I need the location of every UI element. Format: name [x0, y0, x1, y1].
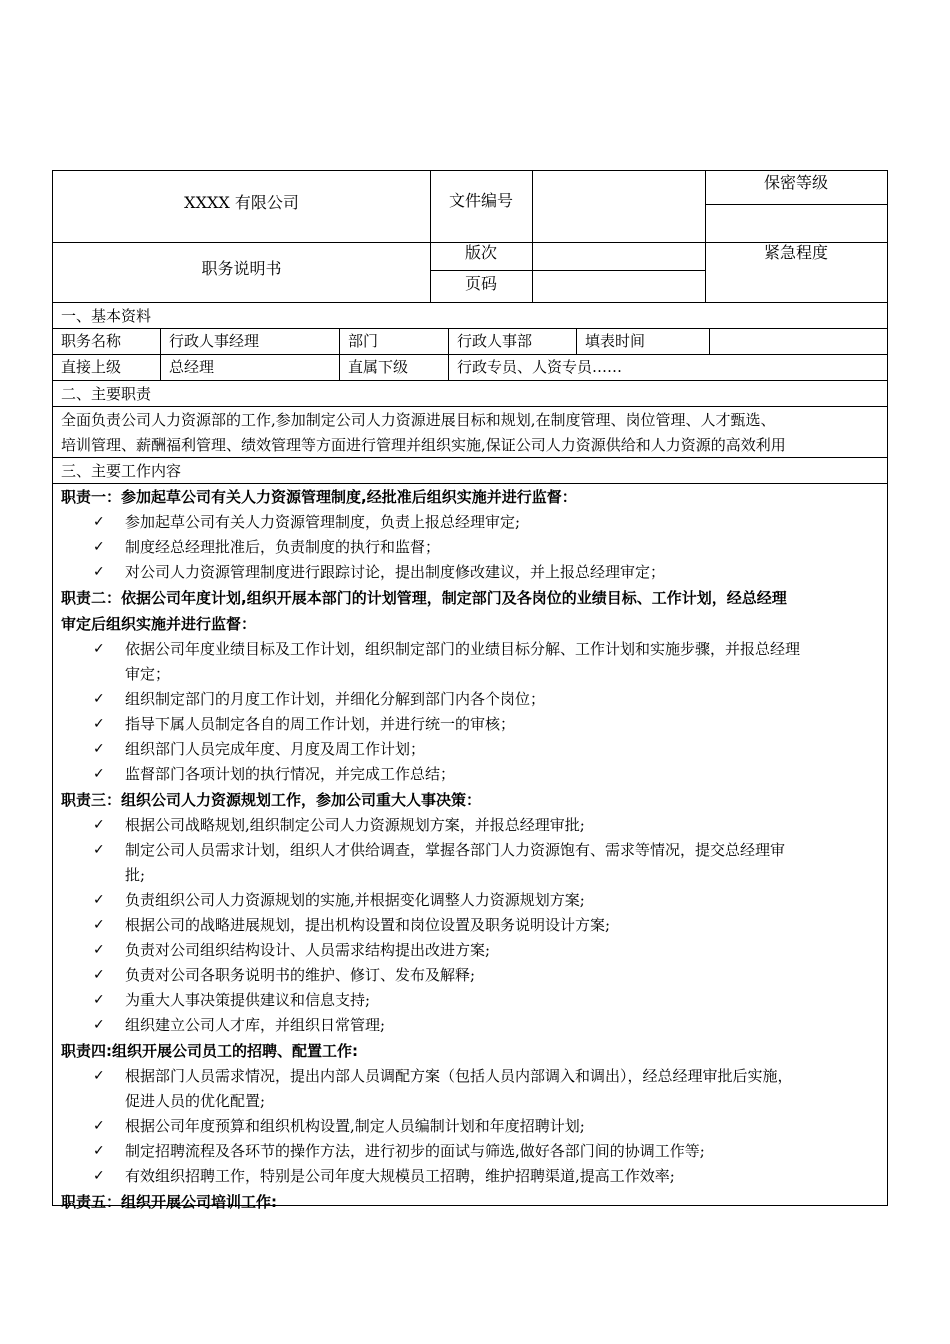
duty-item — [53, 510, 887, 535]
duty-item-text: 监督部门各项计划的执行情况，并完成工作总结； — [125, 765, 456, 783]
basic-info-row — [53, 355, 887, 381]
duty-item-text: 为重大人事决策提供建议和信息支持; — [125, 991, 371, 1009]
duty-item-text: 指导下属人员制定各自的周工作计划，并进行统一的审核； — [125, 715, 516, 733]
duty-heading: 审定后组织实施并进行监督： — [61, 615, 257, 633]
duty-item — [53, 535, 887, 560]
check-icon: ✓ — [93, 514, 105, 530]
divider — [705, 204, 887, 205]
duty-item-text: 负责组织公司人力资源规划的实施,并根据变化调整人力资源规划方案; — [125, 891, 585, 909]
duty-item-text: 根据部门人员需求情况，提出内部人员调配方案（包括人员内部调入和调出），经总经理审批后实施， — [125, 1067, 793, 1085]
section-title: 二、主要职责 — [61, 385, 152, 403]
department-label: 部门 — [340, 329, 449, 354]
divider — [532, 171, 533, 302]
duty-item — [53, 888, 887, 913]
document-header-table — [52, 170, 888, 303]
check-icon: ✓ — [93, 1017, 105, 1033]
section-main-duty — [53, 381, 887, 407]
divider — [430, 270, 705, 271]
duty-item-text: 制度经总经理批准后，负责制度的执行和监督； — [125, 538, 441, 556]
duty-item — [53, 1064, 887, 1114]
section-basic-info — [53, 303, 887, 329]
duty-item-text: 依据公司年度业绩目标及工作计划，组织制定部门的业绩目标分解、工作计划和实施步骤，并报总经理 — [125, 640, 801, 658]
duty-heading: 职责二：依据公司年度计划,组织开展本部门的计划管理，制定部门及各岗位的业绩目标、工作计划，经总经理 — [61, 589, 787, 607]
duty-item-text: 组织建立公司人才库，并组织日常管理; — [125, 1016, 386, 1034]
basic-info-row — [53, 329, 887, 355]
job-title-label: 职务名称 — [53, 329, 161, 354]
check-icon: ✓ — [93, 1068, 105, 1084]
section-title: 一、基本资料 — [61, 307, 152, 325]
duty-item-text: 组织部门人员完成年度、月度及周工作计划； — [125, 740, 426, 758]
duty-item — [53, 712, 887, 737]
page-number-label: 页码 — [464, 274, 497, 293]
version-label: 版次 — [464, 243, 497, 262]
job-title-value: 行政人事经理 — [161, 329, 340, 354]
check-icon: ✓ — [93, 641, 105, 657]
check-icon: ✓ — [93, 691, 105, 707]
duty-item — [53, 737, 887, 762]
check-icon: ✓ — [93, 842, 105, 858]
check-icon: ✓ — [93, 539, 105, 555]
check-icon: ✓ — [93, 1143, 105, 1159]
duty-item-text: 参加起草公司有关人力资源管理制度，负责上报总经理审定; — [125, 513, 521, 531]
check-icon: ✓ — [93, 817, 105, 833]
section-title: 三、主要工作内容 — [61, 462, 182, 480]
check-icon: ✓ — [93, 992, 105, 1008]
duty-heading: 职责一：参加起草公司有关人力资源管理制度,经批准后组织实施并进行监督： — [61, 488, 577, 506]
duty-heading: 职责三：组织公司人力资源规划工作，参加公司重大人事决策： — [61, 791, 482, 809]
duty-item-text: 根据公司战略规划,组织制定公司人力资源规划方案，并报总经理审批; — [125, 816, 585, 834]
duty-item-text: 审定； — [125, 665, 171, 683]
duty-item-text: 促进人员的优化配置; — [125, 1092, 266, 1110]
file-number-label: 文件编号 — [448, 191, 513, 210]
duty-item — [53, 913, 887, 938]
work-content-list — [53, 484, 887, 1215]
duty-heading: 职责五：组织开展公司培训工作: — [61, 1193, 278, 1211]
main-duty-text — [53, 407, 887, 458]
check-icon: ✓ — [93, 564, 105, 580]
duty-item-text: 批; — [125, 866, 146, 884]
company-name: XXXX 有限公司 — [184, 193, 299, 212]
check-icon: ✓ — [93, 1118, 105, 1134]
duty-item-text: 负责对公司组织结构设计、人员需求结构提出改进方案; — [125, 941, 491, 959]
supervisor-value: 总经理 — [161, 355, 340, 380]
subordinates-value: 行政专员、人资专员…… — [457, 358, 623, 376]
check-icon: ✓ — [93, 917, 105, 933]
duty-item-text: 对公司人力资源管理制度进行跟踪讨论，提出制度修改建议，并上报总经理审定； — [125, 563, 666, 581]
subordinates-label: 直属下级 — [340, 355, 449, 380]
fill-date-value — [710, 329, 887, 354]
duty-item — [53, 637, 887, 687]
check-icon: ✓ — [93, 716, 105, 732]
duty-item-text: 组织制定部门的月度工作计划，并细化分解到部门内各个岗位； — [125, 690, 546, 708]
urgency-level-label: 紧急程度 — [763, 243, 828, 262]
duty-item — [53, 988, 887, 1013]
duty-item-text: 负责对公司各职务说明书的维护、修订、发布及解释; — [125, 966, 476, 984]
check-icon: ✓ — [93, 766, 105, 782]
duty-item-text: 有效组织招聘工作，特别是公司年度大规模员工招聘，维护招聘渠道,提高工作效率; — [125, 1167, 675, 1185]
secrecy-level-label: 保密等级 — [763, 173, 828, 192]
duty-item — [53, 963, 887, 988]
check-icon: ✓ — [93, 967, 105, 983]
duty-item-text: 制定招聘流程及各环节的操作方法，进行初步的面试与筛选,做好各部门间的协调工作等; — [125, 1142, 705, 1160]
duty-item — [53, 1114, 887, 1139]
duty-item-text: 根据公司年度预算和组织机构设置,制定人员编制计划和年度招聘计划; — [125, 1117, 585, 1135]
check-icon: ✓ — [93, 1168, 105, 1184]
supervisor-label: 直接上级 — [53, 355, 161, 380]
section-work-content — [53, 458, 887, 484]
duty-heading: 职责四:组织开展公司员工的招聘、配置工作: — [61, 1042, 358, 1060]
fill-date-label: 填表时间 — [577, 329, 710, 354]
document-title: 职务说明书 — [201, 259, 282, 278]
divider — [53, 242, 430, 243]
duty-line: 全面负责公司人力资源部的工作,参加制定公司人力资源进展目标和规划,在制度管理、岗位管理、人才甄选、 — [61, 411, 776, 429]
department-value: 行政人事部 — [449, 329, 577, 354]
check-icon: ✓ — [93, 942, 105, 958]
check-icon: ✓ — [93, 741, 105, 757]
duty-item — [53, 1013, 887, 1038]
duty-line: 培训管理、薪酬福利管理、绩效管理等方面进行管理并组织实施,保证公司人力资源供给和人力资源的高效利用 — [61, 436, 786, 454]
duty-item-text: 制定公司人员需求计划，组织人才供给调查，掌握各部门人力资源饱有、需求等情况，提交总经理审 — [125, 841, 786, 859]
job-description-table — [52, 303, 888, 1211]
duty-item — [53, 1139, 887, 1164]
duty-item — [53, 560, 887, 585]
duty-item — [53, 687, 887, 712]
duty-item — [53, 1164, 887, 1189]
duty-item — [53, 838, 887, 888]
check-icon: ✓ — [93, 892, 105, 908]
duty-item — [53, 762, 887, 787]
duty-item — [53, 813, 887, 838]
duty-item-text: 根据公司的战略进展规划，提出机构设置和岗位设置及职务说明设计方案; — [125, 916, 611, 934]
duty-item — [53, 938, 887, 963]
